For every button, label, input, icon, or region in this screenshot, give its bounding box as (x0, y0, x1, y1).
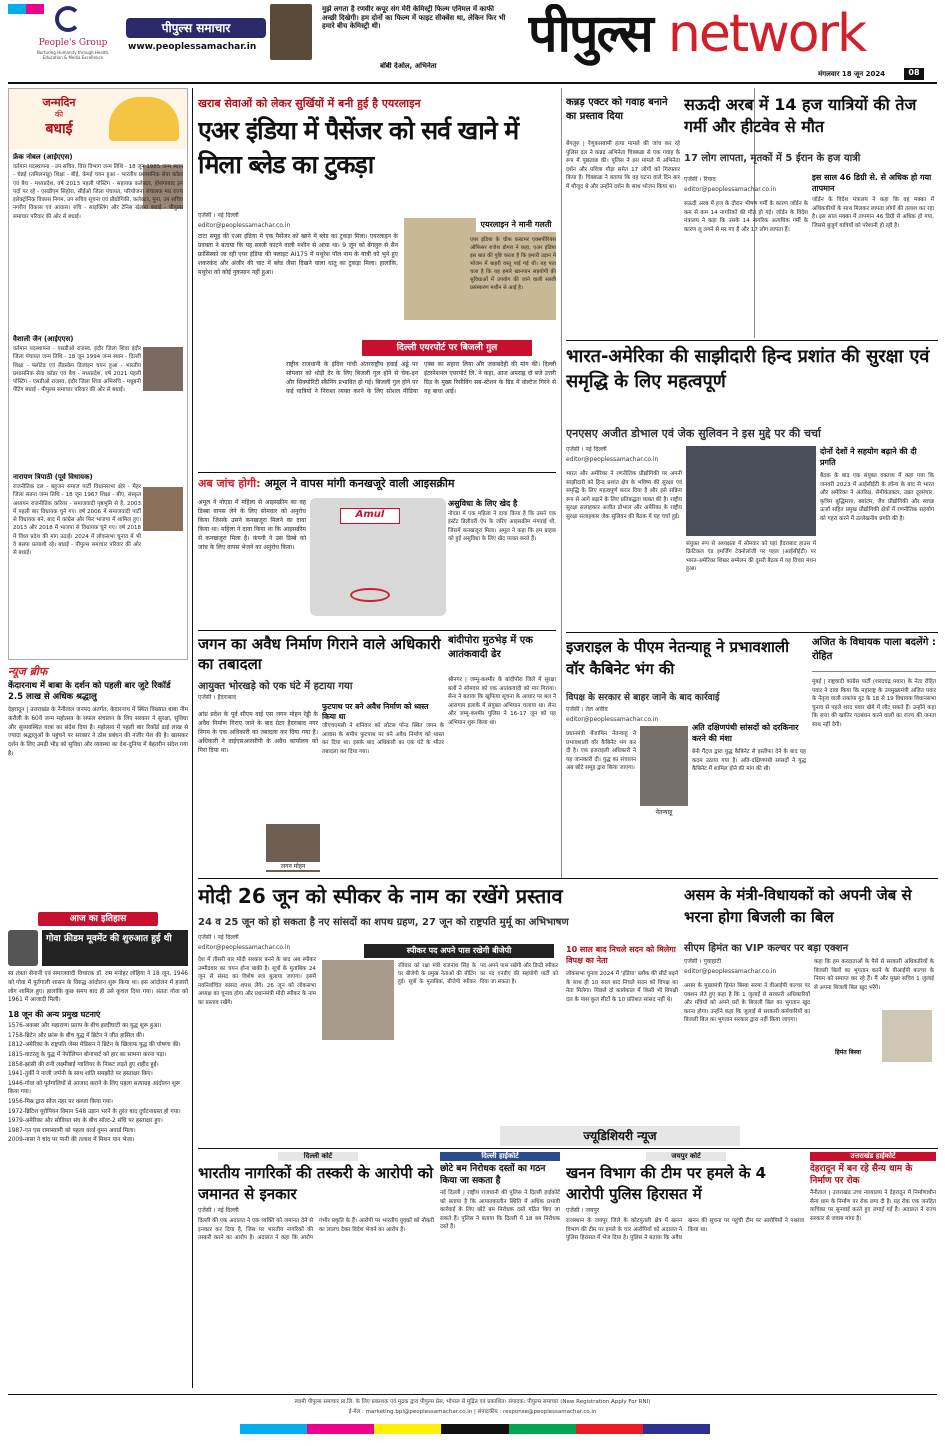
amul-label: अब जांच होगी: (198, 477, 261, 490)
s3-byline: एजेंसी । जयपुर (566, 1207, 600, 1214)
birthday-panel (8, 88, 188, 660)
masthead (528, 4, 938, 66)
history-event-item: 1758-ब्रिटेन और फ्रांस के बीच युद्ध में ब्रिटेन ने जीत हासिल की। (8, 1032, 145, 1039)
saudi-sub: 17 लोग लापता, मृतकों में 5 ईरान के हज यात्री (684, 153, 861, 164)
history-event-item: 1576-अकबर और महाराणा प्रताप के बीच हल्दीघाटी का युद्ध शुरू हुआ। (8, 1023, 162, 1030)
israel-side-head: अति दक्षिणपंथी सांसदों को दरकिनार करने की मंशा (692, 723, 799, 743)
header-rule (8, 82, 937, 84)
modi-email[interactable]: editor@peoplessamachar.co.in (198, 944, 291, 951)
israel-byline: एजेंसी । तेल अवीव (566, 706, 608, 713)
delhi-airport-label: दिल्ली एयरपोर्ट पर बिजली गुल (362, 340, 532, 356)
history-text: स्व तंत्रता सेनानी एवं समाजवादी विचारक डॉ. राम मनोहर लोहिया ने 18 जून, 1946 को गोवा में पुर्तगाली शासन के विरुद्ध आंदोलन शुरू किया था। इस आंदोलन में हजारों लोग शामिल हुए। हालांकि कुछ समय बाद ही उसे कुचल दिया गया। अंततः गोवा को 1961 में आजादी मिली। (8, 971, 188, 1004)
ice-cream-photo (310, 498, 446, 616)
history-event-item: 1815-वाटरलू के युद्ध में नेपोलियन बोनापार्ट को हार का सामना करना पड़ा। (8, 1051, 167, 1058)
ajit-text: मुंबई | राष्ट्रवादी कांग्रेस पार्टी (शरदचंद्र पवार) के नेता रोहित पवार ने दावा किया कि महाराष्ट्र के उपमुख्यमंत्री अजित पवार के नेतृत्व वाली राकांपा गुट के 18 से 19 विधायक विधानसभा चुनाव से पहले शरद पवार खेमे में लौट सकते हैं। उन्होंने कहा कि सत्ता की खातिर गठबंधन करने वालों का राज्य की जनता साथ नहीं देगी। (812, 679, 936, 728)
jagan-photo-caption: जगन मोहन (266, 862, 320, 870)
s2-tag: दिल्ली हाईकोर्ट (440, 1152, 560, 1161)
air-india-text: टाटा समूह की एअर इंडिया में एक पैसेंजर को खाने में ब्लेड का टुकड़ा मिला। एयरलाइन के प्रवक्ता ने बताया कि यह सब्जी काटने वाली मशीन से आया था। 9 जून को बेंगलुरु से सैन फ्रांसिस्को जा रही एयर इंडिया की फ्लाइट AI175 में मथुरेश पॉल नाम के यात्री को भुने हुए शकरकंद और अंजीर की चाट में ब्लेड जैसा दिखने वाला धातु का टुकड़ा मिला। हालांकि, मथुरेश को कोई नुकसान नहीं हुआ। (198, 233, 398, 276)
amul-headline: अमूल ने वापस मांगी कनखजूरे वाली आइसक्रीम (264, 477, 455, 490)
s4-text: नैनीताल | उत्तराखंड उच्च न्यायालय ने देहरादून में निर्माणाधीन सैन्य धाम के निर्माण पर रोक लगा दी है। यह रोक एक जनहित याचिका पर सुनवाई करते हुए लगाई गई है। अदालत ने राज्य सरकार से जवाब मांगा है। (810, 1190, 936, 1222)
himanta-photo (882, 1010, 932, 1062)
saudi-box-head: इस साल 46 डिग्री से. से अधिक हो गया तापमान (812, 173, 932, 193)
india-us-sub: एनएसए अजीत डोभाल एवं जेक सुलिवन ने इस मुद्दे पर की चर्चा (566, 427, 821, 440)
s1-headline: भारतीय नागरिकों की तस्करी के आरोपी को जमानत से इनकार (198, 1164, 434, 1203)
history-event-item: 1858-झांसी की रानी लक्ष्मीबाई ग्वालियर के निकट लड़ते हुए शहीद हुईं। (8, 1061, 159, 1068)
news-brief (8, 664, 188, 894)
section-rule (198, 1148, 938, 1149)
amul-side-head: असुविधा के लिए खेद है (448, 499, 518, 508)
kannada-text: बेंगलुरु | रेणुकास्वामी हत्या मामले की जांच कर रहे पुलिस दल ने कन्नड़ अभिनेता चिक्कन्ना से एक गवाह के रूप में पूछताछ की। पुलिस ने इस मामले में अभिनेता दर्शन और पवित्रा गौड़ा समेत 17 लोगों को गिरफ्तार किया है। चिक्कन्ना ने बताया कि वह घटना वाले दिन बार में मौजूद थे और उन्होंने दर्शन के साथ भोजन किया था। (566, 141, 680, 190)
news-brief-label: न्यूज ब्रीफ (8, 665, 48, 678)
website[interactable]: www.peoplessamachar.in (128, 42, 257, 52)
netanyahu-caption: नेतन्याहू (655, 809, 673, 816)
judiciary-label: ज्यूडिशियरी न्यूज (500, 1126, 740, 1146)
group-name: People's Group (38, 38, 108, 48)
modi-side-head: 10 साल बाद निचले सदन को मिलेगा विपक्ष का नेता (566, 945, 676, 965)
masthead-hindi: पीपुल्स (528, 4, 652, 64)
history-event-item: 2009-नासा ने चांद पर पानी की तलाश में मिशन यान भेजा। (8, 1137, 135, 1144)
s1-byline: एजेंसी । नई दिल्ली (198, 1207, 239, 1214)
assam-sub: सीएम हिमंत का VIP कल्चर पर बड़ा एक्शन (684, 943, 849, 954)
israel-text: प्रधानमंत्री बेंजामिन नेतन्याहू ने प्रभावशाली वॉर कैबिनेट भंग कर दी है। एक इजराइली अधिकारी ने यह जानकारी दी। युद्ध का संचालन अब छोटे समूह द्वारा किया जाएगा। (566, 731, 636, 772)
column-rule (561, 88, 562, 878)
header-quote: मुझे लगता है रणवीर कपूर संग मेरी केमिस्ट्री फिल्म एनिमल में काफी अच्छी दिखेगी। हम दोनों का फिल्म में फाइट सीक्वेंस था, लेकिन फिर भी हमारे बीच केमिस्ट्री थी। (322, 5, 506, 30)
s3-headline: खनन विभाग की टीम पर हमले के 4 आरोपी पुलिस हिरासत में (566, 1164, 767, 1203)
air-india-kicker: खराब सेवाओं को लेकर सुर्खियों में बनी हुई है एयरलाइन (198, 97, 421, 110)
modi-box-label: स्पीकर पद अपने पास रखेगी बीजेपी (364, 944, 554, 958)
air-india-byline: एजेंसी । नई दिल्ली (198, 212, 239, 219)
history-headline: गोवा फ्रीडम मूवमेंट की शुरुआत हुई थी (42, 930, 188, 966)
footer-line-1: स्वामी पीपुल्स समाचार प्रा.लि. के लिए प्रकाशक एवं मुद्रक द्वारा पीपुल्स प्रेस, भोपाल से मुद्रित एवं प्रकाशित। संपादक: पीपुल्स समाचार (New Registration Apply For RNI) (294, 1399, 651, 1405)
p3-name: नारायण त्रिपाठी (पूर्व विधायक) (13, 473, 93, 481)
jagan-side-head: फुटपाथ पर बने अवैध निर्माण को ध्वस्त किया था (322, 702, 429, 721)
netanyahu-photo (640, 726, 688, 806)
cmyk-magenta-mark (26, 4, 44, 14)
history-event-item: 1812-अमेरिका के राष्ट्रपति जेम्स मेडिसन ने ब्रिटेन के खिलाफ युद्ध की घोषणा की। (8, 1042, 181, 1049)
bandipora-text: श्रीनगर | जम्मू-कश्मीर के बांदीपोरा जिले में सुरक्षा बलों ने सोमवार को एक आतंकवादी को मार गिराया। सेना ने बताया कि खुफिया सूचना के आधार पर बल ने आरागाम इलाके में संयुक्त अभियान चलाया था। सेना और जम्मू-कश्मीर पुलिस ने 16-17 जून को यह अभियान शुरू किया था। (448, 677, 556, 726)
birthday-banner (9, 89, 187, 149)
india-us-side-text: बैठक के बाद एक संयुक्त वक्तव्य में कहा गया कि जनवरी 2023 में आईसीईटी के लॉन्च के बाद से भारत और अमेरिका ने अंतरिक्ष, सेमीकंडक्टर, उन्नत दूरसंचार, कृत्रिम बुद्धिमत्ता, क्वांटम, जैव प्रौद्योगिकी और स्वच्छ ऊर्जा सहित प्रमुख प्रौद्योगिकी क्षेत्रों में रणनीतिक सहयोग को गहरा करने में उल्लेखनीय प्रगति की है। (820, 473, 934, 522)
p2-photo (143, 347, 183, 391)
news-brief-headline: केंदारनाथ में बाबा के दर्शन को पहली बार जुटे रिकॉर्ड 2.5 लाख से अधिक श्रद्धालु (8, 681, 171, 702)
amul-side-text: नोएडा में एक महिला ने दावा किया है कि उसने एक इंस्टेंट डिलीवरी ऐप के जरिए आइसक्रीम मंगवाई थी, जिसमें कनखजूरा मिला। अमूल ने कहा कि हम ग्राहक को हुई असुविधा के लिए खेद व्यक्त करते हैं। (448, 511, 556, 543)
assam-text: असम के मुख्यमंत्री हिमंत बिस्वा सरमा ने वीआईपी कल्चर पर एक्शन लेते हुए कहा है कि 1 जुलाई से सरकारी अधिकारियों और मंत्रियों को अपने घरों के बिजली बिल का भुगतान खुद करना होगा। उन्होंने कहा कि जुलाई से सरकारी कर्मचारियों का बिजली बिल का भुगतान सरकार द्वारा नहीं किया जाएगा। (684, 983, 810, 1024)
birthday-title-top: जन्मदिन (42, 96, 76, 109)
bobby-deol-photo (270, 4, 312, 60)
israel-side-text: बेनी गैंट्ज द्वारा युद्ध कैबिनेट से इस्तीफा देने के बाद यह कदम उठाया गया है। अति-दक्षिणपंथी सांसदों ने युद्ध कैबिनेट में शामिल होने की मांग की थी। (692, 749, 806, 773)
india-us-side-head: दोनों देशों ने सहयोग बढ़ाने की दी प्रगति (820, 447, 917, 467)
india-us-text: भारत और अमेरिका ने रणनीतिक प्रौद्योगिकी पर अपनी साझीदारी को हिन्द प्रशांत क्षेत्र के भविष्य की सुरक्षा एवं समृद्धि के लिए महत्वपूर्ण करार दिया है और इसे सक्रिय रूप से आगे बढ़ाने के लिए प्रतिबद्धता व्यक्त की है। राष्ट्रीय सुरक्षा सलाहकार अजीत डोभाल और अमेरिका के राष्ट्रीय सुरक्षा सलाहकार जेक सुलिवन की बैठक में यह चर्चा हुई। (566, 471, 682, 520)
birthday-title-bot: बधाई (45, 121, 73, 137)
saudi-text: सऊदी अरब में हज के दौरान भीषण गर्मी के कारण जॉर्डन के कम से कम 14 नागरिकों की मौत हो गई। जॉर्डन के विदेश मंत्रालय ने कहा कि उसके 14 नागरिक अत्यधिक गर्मी के कारण लू लगने से मर गए हैं और 17 लोग लापता हैं। (684, 201, 808, 233)
india-us-headline: भारत-अमेरिका की साझीदारी हिन्द प्रशांत की सुरक्षा एवं समृद्धि के लिए महत्वपूर्ण (566, 346, 930, 392)
jagan-text: आंध्र प्रदेश के पूर्व सीएम वाई एस जगन मोहन रेड्डी के अवैध निर्माण गिराए जाने के बाद ग्रेटर हैदराबाद नगर निगम के एक अधिकारी का तबादला कर दिया गया है। अधिकारी ने वाईएसआरसीपी के अवैध कार्यालय को गिरा दिया था। (198, 711, 318, 754)
history-event-item: 1946-गोवा को पुर्तगालियों से आजाद कराने के लिए पहला सत्याग्रह आंदोलन शुरू किया गया। (8, 1080, 181, 1096)
history-panel (8, 912, 188, 1382)
page-number: 08 (904, 68, 924, 80)
history-list-title: 18 जून की अन्य प्रमुख घटनाएं (8, 1010, 101, 1020)
india-us-byline: एजेंसी । नई दिल्ली (566, 446, 607, 453)
s1-tag: दिल्ली कोर्ट (278, 1152, 358, 1161)
history-label: आज का इतिहास (38, 912, 158, 926)
delhi-airport-text: राष्ट्रीय राजधानी के इंदिरा गांधी अंतरराष्ट्रीय हवाई अड्डे पर सोमवार को थोड़ी देर के लिए बिजली गुल होने से चेक-इन और सिक्योरिटी स्कैनिंग प्रभावित हो गई। बिजली गुल होने पर कई यात्रियों ने निराशा व्यक्त करने के लिए सोशल मीडिया एक्स का सहारा लिया और जवाबदेही की मांग की। दिल्ली इंटरनेशनल एयरपोर्ट लि. ने कहा, आज अपराह्न दो बजे उत्तरी ग्रिड के मुख्य रिसीविंग सब-स्टेशन के ग्रिड में वोल्टेज गिरने से यह बाधा आई। (286, 361, 556, 395)
s2-text: नई दिल्ली | राष्ट्रीय राजधानी की पुलिस ने दिल्ली हाईकोर्ट को बताया है कि आपातकालीन स्थिति में अधिक प्रभावी कार्रवाई के लिए छोटे बम निरोधक दस्ते गठित किए जा सकते हैं। पुलिस ने बताया कि दिल्ली में 18 बम निरोधक दस्ते हैं। (440, 1190, 560, 1231)
jagan-byline: एजेंसी । हैदराबाद (198, 694, 237, 701)
modi-text: देश में तीसरी बार मोदी सरकार बनने के बाद अब स्पीकर उम्मीदवार का चयन होना बाकी है। सूत्रों के मुताबिक 24 जून से संसद का विशेष सत्र बुलाया जाएगा। इसमें नवनिर्वाचित सांसद शपथ लेंगे। 26 जून को लोकसभा अध्यक्ष का चुनाव होगा और प्रधानमंत्री मोदी स्पीकर के नाम का प्रस्ताव रखेंगे। (198, 957, 316, 1006)
judiciary-story-4 (810, 1152, 936, 1392)
judiciary-story-1 (198, 1152, 434, 1392)
saudi-box-text: जॉर्डन के विदेश मंत्रालय ने कहा कि वह मक्का में अधिकारियों के साथ मिलकर लापता लोगों की तलाश कर रहा है। इस साल मक्का में तापमान 46 डिग्री से अधिक हो गया, जिससे बुजुर्ग यात्रियों को परेशानी हो रही है। (812, 197, 934, 229)
news-brief-text: देहरादून | उत्तराखंड के नैनीताल जनपद अंतर्गत, केदारनाथ में स्थित विख्यात बाबा नीम करौली के 60वें जन्म महोत्सव के सफल संचालन के लिए सरकार ने सुरक्षा, सुविधा और सुव्यवस्थित यात्रा का संदेश दिया है। महोत्सव में पहली बार रिकॉर्ड ढाई लाख से ज्यादा श्रद्धालुओं के पहुंचने पर सरकार ने ठोस प्रबंधन की नजीर पेश की है। खासकर दर्शन के लिए उमड़ी भीड़ को सुविधा और व्यवस्था का देश-दुनिया में बेहतरीन संदेश गया है। (8, 707, 188, 757)
p1-details: वर्तमान पदस्थापना - उप सचिव, वित्त विभाग जन्म तिथि - 18 जून 1985 जन्म स्थान - चेन्नई (तमिलनाडु) शिक्षा - बीई, केमई चयन हुआ - भारतीय प्रशासनिक सेवा कॉडर एवं बैच - मध्यप्रदेश, वर्ष 2013 पहली पोस्टिंग - सहायक कलेक्टर, होशंगाबाद इन पदों पर रहे - एसडीएम सिहोरा, सीईओ जिला पंचायत, परियोजना संचालक मप्र राज्य इलेक्ट्रॉनिक विकास निगम, उप सचिव सूचना एवं प्रौद्योगिकी, कलेक्टर, गुना, उप सचिव नगरीय विकास एवं आवास। रुचि - साइक्लिंग और टेनिस खेलना बधाई - पीपुल्स समाचार परिवार की ओर से बधाई। (13, 164, 183, 220)
india-us-caption: संयुक्त रूप से अध्यक्षता में सोमवार को यहां हैदराबाद हाउस में क्रिटिकल एंड इमर्जिंग टेक्नोलॉजी पर पहल (आईसीईटी) पर भारत-अमेरिका शिखर सम्मेलन की दूसरी बैठक में यह विचार मंथन हुआ। (686, 541, 816, 573)
peoples-group-logo-icon (55, 6, 81, 32)
section-rule (198, 472, 556, 473)
footer-line-2[interactable]: ई-मेल : marketing.bpl@peoplessamachar.co.in | संपादकीय : response@peoplessamachar.co.in (348, 1409, 597, 1415)
history-event-item: 1987-एन एस रामास्वामी को पहला वर्ल्ड वुमन अवार्ड मिला। (8, 1127, 136, 1134)
p1-name: फ्रेंक नोबल (आईएएस) (13, 153, 73, 161)
section-rule (566, 632, 938, 633)
amul-heading (198, 476, 556, 494)
india-us-email[interactable]: editor@peoplessamachar.co.in (566, 456, 659, 463)
s3-tag: जयपुर कोर्ट (646, 1152, 726, 1161)
s2-headline: छोटे बम निरोधक दस्तों का गठन किया जा सकता है (440, 1164, 546, 1186)
judiciary-story-3 (566, 1152, 804, 1392)
history-event-item: 1956-मिस्र द्वारा स्वेज नहर पर कब्जा किया गया। (8, 1098, 113, 1105)
column-rule (192, 88, 193, 1388)
assam-byline: एजेंसी । गुवाहाटी (684, 958, 722, 965)
p2-details: वर्तमान पदस्थापना - एसडीओ राजस्व, इंदौर जिला शिवा इंदौर जिला पंचायत जन्म तिथि - 18 जून 1994 जन्म स्थान - दिल्ली शिक्षा - फ्लोटेड एवं लैंडस्केप डिजाइन चयन हुआ - भारतीय प्रशासनिक सेवा कॉडर एवं बैच - मध्यप्रदेश, वर्ष 2021 पहली पोस्टिंग - एसडीओ राजस्व, इंदौर जिला शिवा अभिरुचि - मधुबनी पेंटिंग बधाई - पीपुल्स समाचार परिवार की ओर से बधाई। (13, 346, 141, 394)
birthday-title-mid: की (54, 110, 64, 119)
israel-headline: इजराइल के पीएम नेतन्याहू ने प्रभावशाली वॉर कैबिनेट भंग की (566, 638, 789, 678)
jagan-headline: जगन का अवैध निर्माण गिराने वाले अधिकारी का तबादला (198, 635, 441, 673)
history-event-item: 1979-अमेरिका और सोवियत संघ के बीच सॉल्ट-2 संधि पर हस्ताक्षर हुए। (8, 1118, 163, 1125)
israel-sub: विपक्ष के सरकार से बाहर जाने के बाद कार्रवाई (566, 693, 720, 703)
air-india-headline: एअर इंडिया में पैसेंजर को सर्व खाने में मिला ब्लेड का टुकड़ा (198, 116, 519, 179)
history-events-list (8, 1022, 188, 1145)
modi-sub: 24 व 25 जून को हो सकता है नए सांसदों का शपथ ग्रहण, 27 जून को राष्ट्रपति मुर्मू का अभिभाषण (198, 917, 569, 928)
centipede-highlight-circle (350, 588, 390, 602)
israel-email[interactable]: editor@peoplessamachar.co.in (566, 716, 659, 723)
modi-box-text: रविवार को रक्षा मंत्री राजनाथ सिंह के घर बीजेपी के प्रमुख नेताओं की मीटिंग हुई। सूत्रों के मुताबिक, बीजेपी स्पीकर पद अपने पास रखेगी और डिप्टी स्पीकर का पद एनडीए की सहयोगी पार्टी को दिया जा सकता है। (398, 963, 558, 986)
modi-headline: मोदी 26 जून को स्पीकर के नाम का रखेंगे प्रस्ताव (198, 884, 563, 908)
p3-details: राजनीतिक दल - बहुजन समाज पार्टी विधानसभा क्षेत्र - मैहर जिला सतना जन्म तिथि - 18 जून 1967 शिक्षा - बीए, संस्कृत अध्ययन राजनीतिक करियर - समाजवादी पृष्ठभूमि से है, 2003 में पहली बार विधायक चुने गए। वर्ष 2006 में समाजवादी पार्टी से विधायक बने, बाद में कांग्रेस और फिर भाजपा में शामिल हुए। 2013 और 2018 में भाजपा से विधायक चुने गए। वर्ष 2018 में विंध्य प्रदेश की मांग उठाई। 2024 में लोकसभा चुनाव में भी वे बसपा प्रत्याशी रहे। बधाई - पीपुल्स समाचार परिवार की ओर से बधाई। (13, 484, 141, 557)
saudi-email[interactable]: editor@peoplessamachar.co.in (684, 186, 777, 193)
paper-badge (126, 18, 266, 38)
saudi-byline: एजेंसी । रियाद (684, 176, 716, 183)
quote-author: बॉबी देओल, अभिनेता (380, 62, 437, 70)
paper-name-small: पीपुल्स समाचार (161, 21, 231, 35)
amul-brand-logo: Amul (340, 508, 400, 524)
s1-text: दिल्ली की एक अदालत ने एक व्यक्ति को जमानत देने से इनकार कर दिया है, जिस पर भारतीय नागरिकों की तस्करी करने का आरोप है। अदालत ने कहा कि आरोप गंभीर प्रकृति के हैं। आरोपी पर भारतीय युवकों को नौकरी का लालच देकर विदेश भेजने का आरोप है। (198, 1218, 434, 1242)
jagan-sub: आयुक्त भोरखड़े को एक घंटे में हटाया गया (198, 681, 353, 692)
assam-headline: असम के मंत्री-विधायकों को अपनी जेब से भरना होगा बिजली का बिल (684, 886, 912, 926)
cmyk-cyan-mark (8, 4, 26, 14)
air-india-side-label: एयरलाइन ने मानी गलती (476, 218, 556, 232)
bandipora-headline: बांदीपोरा मुठभेड़ में एक आतंकवादी ढेर (448, 635, 533, 660)
saudi-headline: सऊदी अरब में 14 हज यात्रियों की तेज गर्मी और हीटवेव से मौत (684, 95, 917, 136)
footer-rule (8, 1394, 937, 1395)
group-tagline: Nurturing Humanity through Health, Education & Media Excellence (36, 50, 110, 60)
kannada-headline: कन्नड़ एक्टर को गवाह बनाने का प्रस्ताव दिया (566, 97, 668, 122)
masthead-english: network (667, 4, 866, 64)
p2-name: वैशाली जैन (आईएएस) (13, 335, 74, 343)
modi-byline: एजेंसी । नई दिल्ली (198, 934, 239, 941)
amul-text: अमूल ने नोएडा में महिला से आइसक्रीम का वह डिब्बा वापस लेने के लिए सोमवार को अनुरोध किया जिसके उसने कनखजूरा मिलने का दावा किया था। महिला ने दावा किया था कि आइसक्रीम से कनखजूरा मिला है। कंपनी ने उस डिब्बे को जांच के लिए वापस भेजने का अनुरोध किया। (198, 499, 306, 551)
assam-email[interactable]: editor@peoplessamachar.co.in (684, 968, 777, 975)
flower-basket-icon (109, 97, 179, 141)
history-event-item: 1972-ब्रिटिश यूरोपियन विमान 548 उड़ान भरने के तुरंत बाद दुर्घटनाग्रस्त हो गया। (8, 1108, 181, 1115)
s4-tag: उत्तराखंड हाईकोर्ट (810, 1152, 936, 1161)
hourglass-icon (8, 930, 38, 966)
ajit-headline: अजित के विधायक पाला बदलेंगे : रोहित (812, 636, 936, 672)
judiciary-story-2 (440, 1152, 560, 1392)
modi-side-text: लोकसभा चुनाव 2024 में 'इंडिया' ब्लॉक की सीटें बढ़ने के साथ ही 10 साल बाद निचले सदन को विपक्ष का नेता मिलेगा। पिछले दो कार्यकाल में किसी भी विपक्षी दल के पास कुल सीटों के 10 प्रतिशत सांसद नहीं थे। (566, 971, 678, 1003)
himanta-caption: हिमंत बिस्वा (834, 1049, 862, 1056)
air-india-email[interactable]: editor@peoplessamachar.co.in (198, 222, 291, 229)
modi-photo (322, 960, 394, 1040)
p3-photo (143, 487, 183, 531)
history-event-item: 1941-तुर्की ने नाजी जर्मनी के साथ शांति समझौते पर हस्ताक्षर किए। (8, 1071, 153, 1078)
s4-headline: देहरादून में बन रहे सैन्य धाम के निर्माण पर रोक (810, 1164, 913, 1186)
section-rule (198, 630, 556, 631)
section-rule (198, 878, 938, 879)
doval-sullivan-photo (686, 446, 816, 536)
s3-text: राजस्थान के जयपुर जिले के कोटपुतली क्षेत्र में खनन विभाग की टीम पर हमले के चार आरोपियों को अदालत ने पुलिस हिरासत में भेज दिया है। पुलिस ने बताया कि अवैध खनन की सूचना पर पहुंची टीम पर आरोपियों ने पथराव किया था। (566, 1218, 804, 1242)
jagan-side-text: जीएचएमसी ने शनिवार को लोटस पॉन्ड स्थित जगन के आवास के समीप फुटपाथ पर बने अवैध निर्माण को ध्वस्त कर दिया था। इसके बाद अधिकारी का एक घंटे के भीतर तबादला कर दिया गया। (322, 723, 444, 755)
color-registration-bar (240, 1424, 710, 1434)
assam-side-text: कहा कि हम करदाताओं के पैसे से सरकारी अधिकारियों के बिजली बिलों का भुगतान करने के वीआईपी कल्चर के नियम को समाप्त कर रहे हैं। मैं और मुख्य सचिव 1 जुलाई से अपना बिजली बिल खुद भरेंगे। (814, 959, 934, 991)
issue-date: मंगलवार 18 जून 2024 (818, 70, 886, 78)
air-india-side-text: एयर इंडिया के चीफ कस्टमर एक्सपीरियंस ऑफिसर राजेश डोगरा ने कहा, एअर इंडिया इस बात की पुष्टि करता है कि हमारी उड़ान में भोजन में बाहरी वस्तु पाई गई थी। यह पता चला है कि यह हमारे खानपान सहयोगी की सुविधाओं में उपयोग की जाने वाली सब्जी प्रसंस्करण मशीन से आई है। (470, 237, 556, 291)
section-rule (566, 340, 938, 341)
